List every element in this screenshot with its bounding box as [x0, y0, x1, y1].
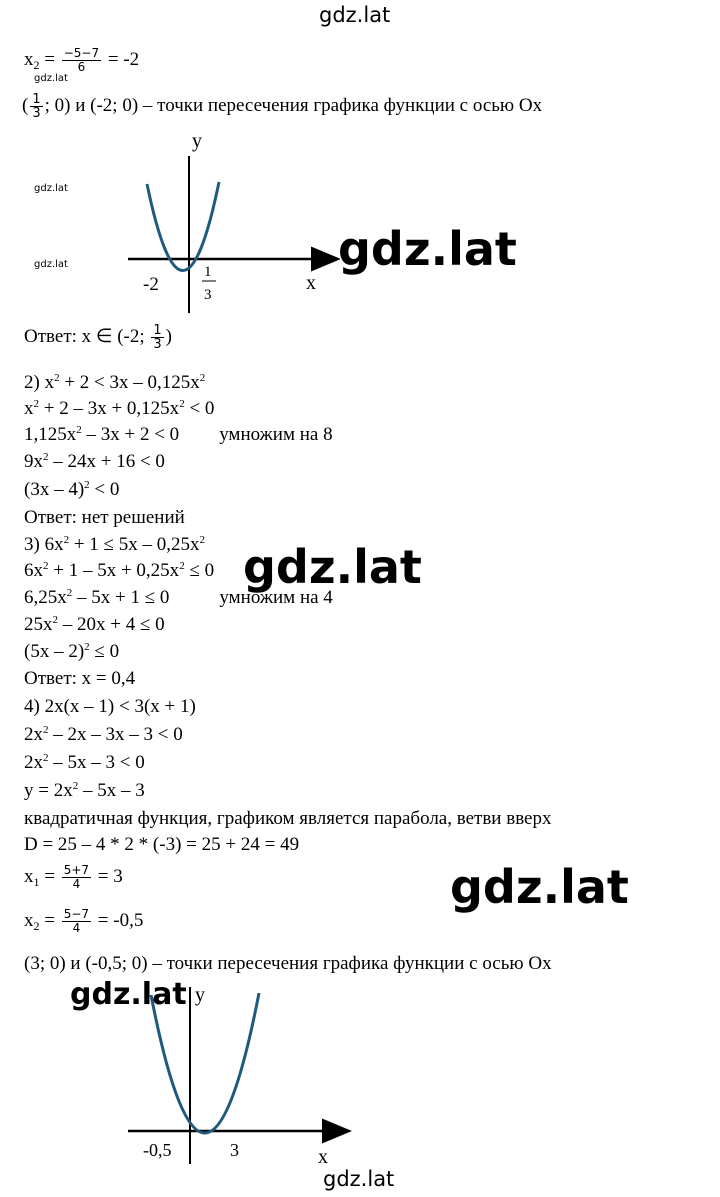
watermark-small: gdz.lat: [34, 73, 68, 84]
watermark-bottom: gdz.lat: [323, 1167, 395, 1191]
parabola-curve: [147, 182, 219, 271]
parabola-graph-1: [100, 128, 340, 313]
task-3-step-3: $25x^2 - 20x + 4 \le 0$: [24, 614, 165, 635]
task-4-description: квадратичная функция, графиком является парабола, ветви вверх: [24, 808, 552, 829]
equation-x2-second: $x_2$ = $\frac{5-7}{4}$ = -0,5: [24, 907, 144, 935]
y-axis-label: y: [192, 130, 202, 152]
task-2-inequality: 2) $x^2 + 2 < 3x - 0,125x^2$: [24, 372, 206, 393]
equation-x2-first: $x_2$ = $\frac{-5-7}{6}$ = -2: [24, 46, 140, 74]
root-left-label: -0,5: [143, 1140, 172, 1160]
task-3-step-1: $6x^2 + 1 - 5x + 0,25x^2 \le 0$: [24, 560, 215, 581]
x-axis-label: x: [306, 272, 316, 294]
watermark-small: gdz.lat: [34, 183, 68, 194]
task-3-step-2: $6,25x^2 - 5x + 1 \le 0$ умножим на 4: [24, 587, 333, 608]
root-left-label: -2: [143, 274, 159, 295]
fraction: $\frac{-5-7}{6}$: [63, 46, 100, 74]
task-2-step-2: $1,125x^2 - 3x + 2 < 0$ умножим на 8: [24, 424, 333, 445]
task-4-step-2: $2x^2 - 5x - 3 < 0$: [24, 752, 145, 773]
equation-x1: $x_1$ = $\frac{5+7}{4}$ = 3: [24, 863, 123, 891]
x-axis-label: x: [318, 1146, 328, 1167]
root-right-label: 3: [230, 1140, 239, 1160]
task-3-inequality: 3) $6x^2 + 1 \le 5x - 0,25x^2$: [24, 534, 205, 555]
y-axis-label: y: [195, 984, 205, 1006]
task-3-answer: Ответ: x = 0,4: [24, 668, 136, 689]
task-4-step-1: $2x^2 - 2x - 3x - 3 < 0$: [24, 724, 183, 745]
watermark-medium: gdz.lat: [70, 977, 187, 1012]
intersection-points-2: (3; 0) и (-0,5; 0) – точки пересечения графика функции с осью Ox: [24, 953, 552, 974]
task-3-step-4: (5x – 2)$^2$ ≤ 0: [24, 641, 120, 662]
watermark-large: gdz.lat: [338, 222, 517, 276]
task-2-step-4: (3x – 4)$^2$ < 0: [24, 479, 120, 500]
task-4-discriminant: D = 25 – 4 * 2 * (-3) = 25 + 24 = 49: [24, 834, 300, 855]
answer-1: Ответ: x ∈ (-2; $\frac{1}{3}$ ): [24, 323, 172, 352]
task-2-step-1: $x^2 + 2 - 3x + 0,125x^2 < 0$: [24, 398, 215, 419]
task-2-step-3: $9x^2 - 24x + 16 < 0$: [24, 451, 165, 472]
parabola-curve: [151, 993, 259, 1133]
task-4-inequality: 4) 2x(x – 1) < 3(x + 1): [24, 696, 196, 717]
watermark-small: gdz.lat: [34, 259, 68, 270]
watermark-top: gdz.lat: [319, 3, 391, 27]
watermark-large: gdz.lat: [450, 860, 629, 914]
task-2-answer: Ответ: нет решений: [24, 507, 185, 528]
task-4-function: $y = 2x^2 - 5x - 3$: [24, 780, 145, 801]
watermark-large: gdz.lat: [243, 540, 422, 594]
intersection-points-1: ( $\frac{1}{3}$ ; 0) и (-2; 0) – точки пересечения графика функции с осью Ox: [22, 92, 543, 121]
root-right-den: 3: [204, 287, 212, 303]
root-right-num: 1: [204, 264, 212, 280]
